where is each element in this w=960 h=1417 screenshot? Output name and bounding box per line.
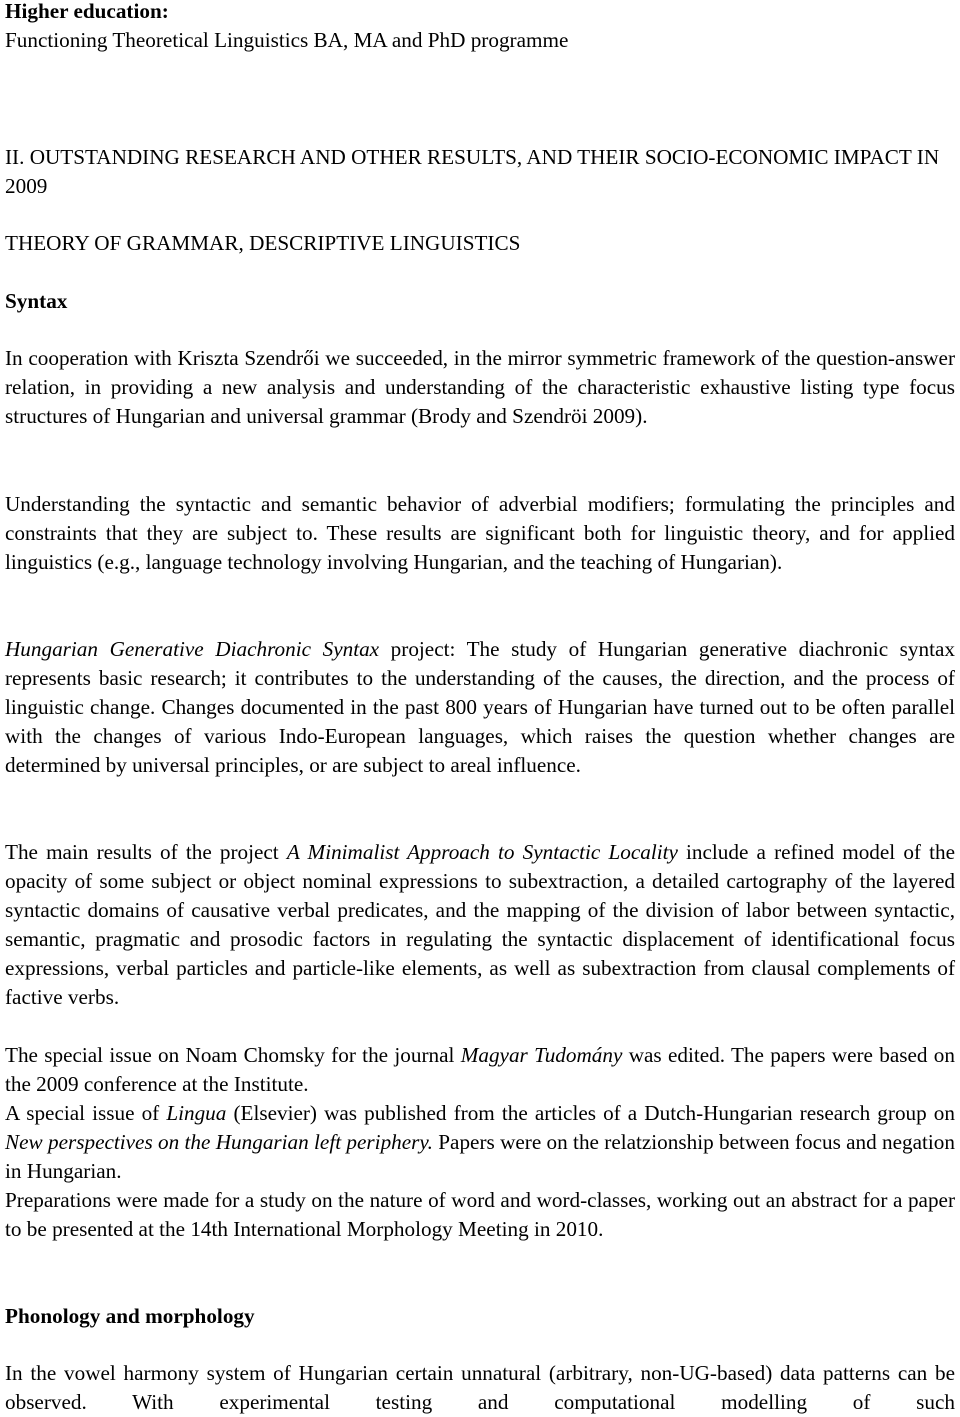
programme-line: Functioning Theoretical Linguistics BA, MA and PhD programme <box>5 28 569 52</box>
theory-of-grammar-heading: THEORY OF GRAMMAR, DESCRIPTIVE LINGUISTICS <box>5 231 521 255</box>
syntax-heading: Syntax <box>5 289 68 313</box>
paragraph-text: include a refined model of the opacity of some subject or object nominal expressions to subextraction, a detailed cartography of the layered syntactic domains of causative verbal predicates, and the mapping of the division of labor between syntactic, semantic, pragmatic and prosodic factors in regulating the syntactic displacement of identificational focus expressions, verbal particles and particle-like elements, as well as subextraction from clausal complements of factive verbs. <box>5 840 955 1010</box>
project-title: A Minimalist Approach to Syntactic Locality <box>286 840 678 864</box>
journal-title: Magyar Tudomány <box>460 1043 623 1067</box>
journal-title: Lingua <box>166 1101 227 1125</box>
project-title: Hungarian Generative Diachronic Syntax <box>5 637 380 661</box>
paragraph-lead: The special issue on Noam Chomsky for the journal <box>5 1043 461 1067</box>
chomsky-special-issue-paragraph <box>5 1041 955 1099</box>
higher-education-heading: Higher education: <box>5 0 169 23</box>
syntax-paragraph-2: Understanding the syntactic and semantic behavior of adverbial modifiers; formulating the principles and constraints that they are subject to. These results are significant both for linguistic theory, and for applied linguistics (e.g., language technology involving Hungarian, and the teaching of Hungarian). <box>5 492 955 575</box>
paragraph-text: Papers were on the relatzionship between focus and negation in Hungarian. <box>5 1130 955 1184</box>
lingua-special-issue-paragraph <box>5 1099 955 1186</box>
minimalist-approach-paragraph <box>5 838 955 1013</box>
morphology-meeting-paragraph: Preparations were made for a study on the nature of word and word-classes, working out an abstract for a paper to be presented at the 14th International Morphology Meeting in 2010. <box>5 1188 955 1242</box>
paragraph-lead: A special issue of <box>5 1101 167 1125</box>
paragraph-lead: The main results of the project <box>5 840 287 864</box>
vowel-harmony-paragraph: In the vowel harmony system of Hungarian certain unnatural (arbitrary, non-UG-based) data patterns can be observed. With experimental testing and computational modelling of such <box>5 1361 955 1415</box>
paragraph-text: (Elsevier) was published from the articles of a Dutch-Hungarian research group on <box>226 1101 955 1125</box>
diachronic-syntax-paragraph <box>5 635 955 780</box>
paragraph-text: project: The study of Hungarian generative diachronic syntax represents basic research; it contributes to the understanding of the causes, the direction, and the process of linguistic change. Changes documented in the past 800 years of Hungarian have turned out to be often parallel with the changes of various Indo-European languages, which raises the question whether changes are determined by universal principles, or are subject to areal influence. <box>5 637 955 778</box>
paragraph-text: was edited. The papers were based on the 2009 conference at the Institute. <box>5 1043 955 1097</box>
section-ii-heading: II. OUTSTANDING RESEARCH AND OTHER RESULTS, AND THEIR SOCIO-ECONOMIC IMPACT IN 2009 <box>5 145 940 199</box>
issue-title: New perspectives on the Hungarian left periphery. <box>5 1130 433 1155</box>
phonology-morphology-heading: Phonology and morphology <box>5 1304 255 1328</box>
syntax-paragraph-1: In cooperation with Kriszta Szendrői we succeeded, in the mirror symmetric framework of the question-answer relation, in providing a new analysis and understanding of the characteristic exhaustive listing type focus structures of Hungarian and universal grammar (Brody and Szendröi 2009). <box>5 346 955 429</box>
